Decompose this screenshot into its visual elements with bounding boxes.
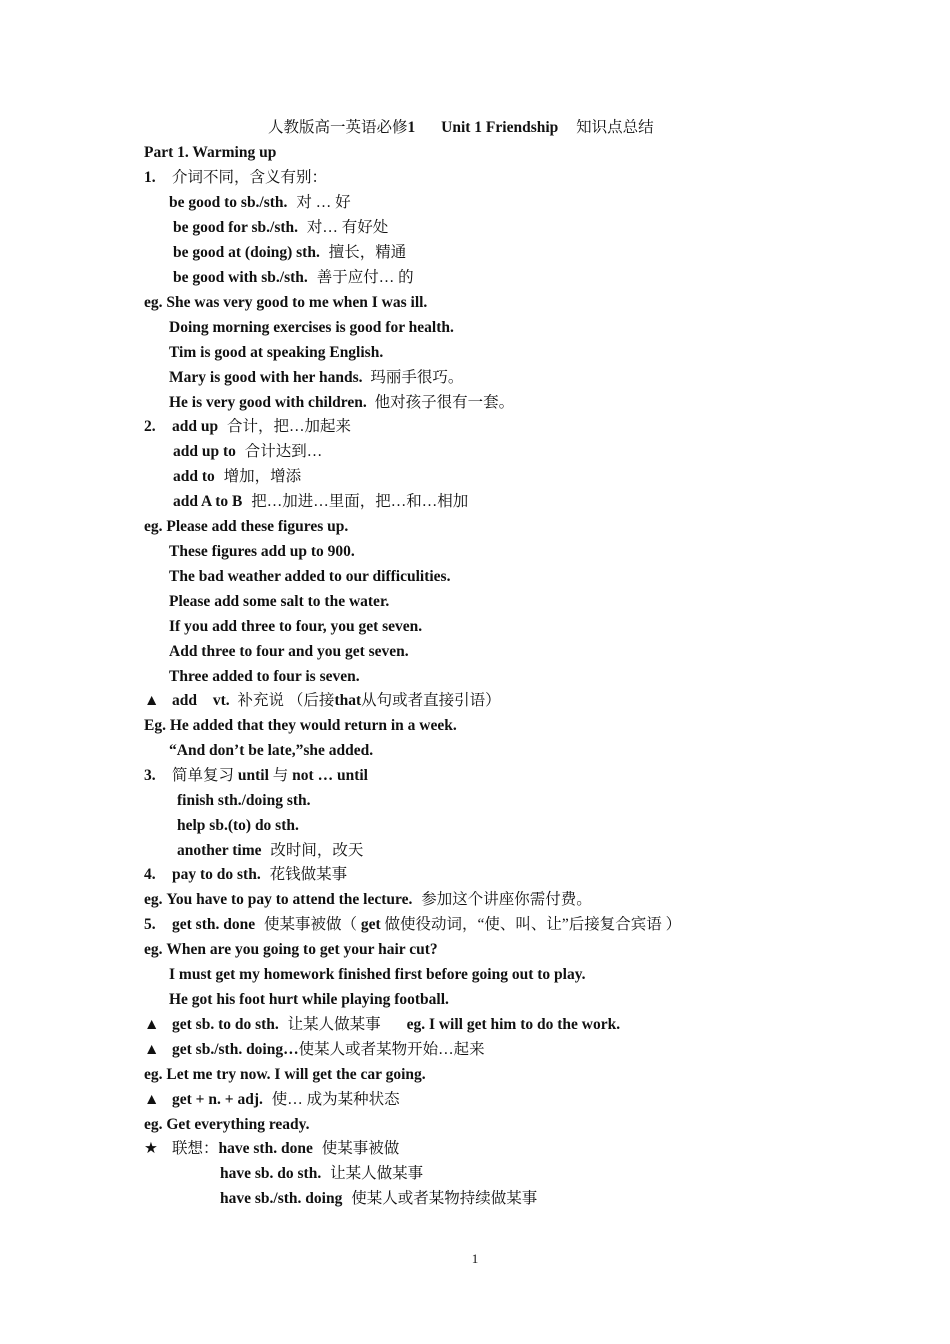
phrase-item: be good with sb./sth. 善于应付… 的: [173, 269, 414, 286]
example-line: eg. Let me try now. I will get the car going.: [144, 1066, 426, 1083]
triangle-icon: ▲: [144, 692, 160, 709]
association-line: have sb./sth. doing 使某人或者某物持续做某事: [220, 1190, 538, 1207]
phrase-item: be good for sb./sth. 对… 有好处: [173, 219, 389, 236]
note-line: ▲ get sb./sth. doing…使某人或者某物开始…起来: [144, 1041, 485, 1058]
triangle-icon: ▲: [144, 1016, 160, 1033]
section-4-heading: 4. pay to do sth. 花钱做某事: [144, 866, 348, 883]
title-prefix: 人教版高一英语必修: [268, 119, 408, 136]
page-number: 1: [471, 1251, 479, 1266]
example-line: Doing morning exercises is good for health.: [169, 319, 454, 336]
phrase-item: be good at (doing) sth. 擅长，精通: [173, 244, 407, 261]
example-line: Three added to four is seven.: [169, 668, 360, 685]
title-book-number: 1: [407, 119, 416, 136]
example-line: I must get my homework finished first before going out to play.: [169, 966, 586, 983]
triangle-icon: ▲: [144, 1091, 160, 1108]
star-icon: ★: [144, 1140, 158, 1157]
example-line: Mary is good with her hands. 玛丽手很巧。: [169, 369, 464, 386]
phrase-item: another time 改时间，改天: [177, 842, 364, 859]
association-line: have sb. do sth. 让某人做某事: [220, 1165, 424, 1182]
part-heading: Part 1. Warming up: [144, 144, 277, 161]
section-5-heading: 5. get sth. done 使某事被做（ get 做使役动词，“使、叫、让”后接复合宾语 ）: [144, 916, 682, 933]
section-3-heading: 3. 简单复习 until 与 not … until: [144, 767, 368, 784]
phrase-item: finish sth./doing sth.: [177, 792, 311, 809]
example-line: The bad weather added to our difficulities.: [169, 568, 451, 585]
example-line: Add three to four and you get seven.: [169, 643, 409, 660]
example-line: If you add three to four, you get seven.: [169, 618, 423, 635]
phrase-item: add A to B 把…加进…里面，把…和…相加: [173, 493, 469, 510]
example-line: Eg. He added that they would return in a week.: [144, 717, 457, 734]
note-line: ▲ add vt. 补充说 （后接that从句或者直接引语）: [144, 692, 501, 709]
example-line: eg. When are you going to get your hair cut?: [144, 941, 438, 958]
phrase-item: help sb.(to) do sth.: [177, 817, 299, 834]
example-line: eg. She was very good to me when I was ill.: [144, 294, 428, 311]
example-line: He got his foot hurt while playing football.: [169, 991, 449, 1008]
example-line: eg. You have to pay to attend the lecture. 参加这个讲座你需付费。: [144, 891, 592, 908]
example-line: These figures add up to 900.: [169, 543, 355, 560]
title-suffix: 知识点总结: [576, 119, 654, 136]
section-2-heading: 2. add up 合计，把…加起来: [144, 418, 351, 435]
example-line: “And don’t be late,”she added.: [169, 742, 374, 759]
phrase-item: add to 增加，增添: [173, 468, 302, 485]
example-line: eg. Please add these figures up.: [144, 518, 349, 535]
note-line: ▲ get sb. to do sth. 让某人做某事 eg. I will get him to do the work.: [144, 1016, 621, 1033]
phrase-item: be good to sb./sth. 对 … 好: [169, 194, 351, 211]
section-1-heading: 1. 介词不同，含义有别：: [144, 169, 328, 186]
title-unit: Unit 1 Friendship: [441, 119, 559, 136]
note-line: ▲ get + n. + adj. 使… 成为某种状态: [144, 1091, 400, 1108]
example-line: Please add some salt to the water.: [169, 593, 390, 610]
phrase-item: add up to 合计达到…: [173, 443, 323, 460]
triangle-icon: ▲: [144, 1041, 160, 1058]
association-line: ★ 联想：have sth. done 使某事被做: [144, 1140, 400, 1157]
example-line: Tim is good at speaking English.: [169, 344, 384, 361]
document-title: [268, 118, 654, 138]
example-line: He is very good with children. 他对孩子很有一套。: [169, 394, 515, 411]
example-line: eg. Get everything ready.: [144, 1116, 310, 1133]
